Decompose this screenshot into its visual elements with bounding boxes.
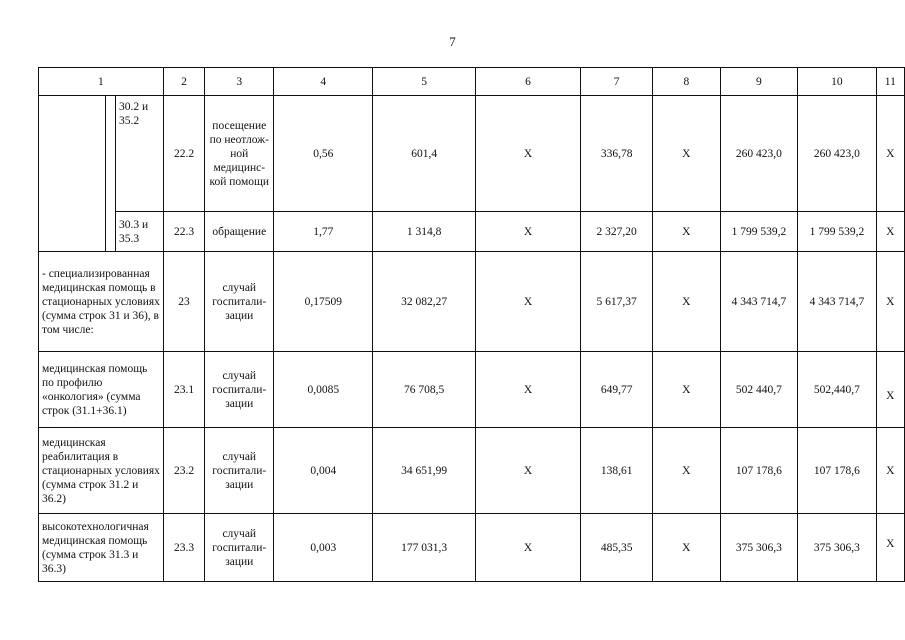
value-cell: 107 178,6 bbox=[798, 428, 877, 514]
unit-cell: случай госпитали-зации bbox=[205, 514, 274, 582]
value-cell: Х bbox=[475, 252, 580, 352]
value-cell: 502 440,7 bbox=[720, 352, 797, 428]
line-code-cell: 22.3 bbox=[163, 212, 205, 252]
header-cell: 9 bbox=[720, 68, 797, 96]
value-cell: Х bbox=[475, 212, 580, 252]
value-cell: Х bbox=[653, 252, 721, 352]
row-description: медицинская реабилитация в стационарных условиях (сумма строк 31.2 и 36.2) bbox=[39, 428, 164, 514]
value-cell: 1 314,8 bbox=[373, 212, 475, 252]
line-code-cell: 23.1 bbox=[163, 352, 205, 428]
value-cell: Х bbox=[653, 514, 721, 582]
value-cell: 375 306,3 bbox=[798, 514, 877, 582]
value-cell: 4 343 714,7 bbox=[720, 252, 797, 352]
header-cell: 6 bbox=[475, 68, 580, 96]
value-cell: 1 799 539,2 bbox=[720, 212, 797, 252]
value-cell: Х bbox=[876, 252, 904, 352]
value-cell: 0,004 bbox=[274, 428, 373, 514]
value-cell: Х bbox=[475, 352, 580, 428]
table-row bbox=[39, 352, 905, 428]
header-cell: 8 bbox=[653, 68, 721, 96]
table-row bbox=[39, 212, 905, 252]
value-cell: 649,77 bbox=[581, 352, 653, 428]
value-cell: 375 306,3 bbox=[720, 514, 797, 582]
header-cell: 10 bbox=[798, 68, 877, 96]
row-description: - специализированная медицинская помощь в стационарных условиях (сумма строк 31 и 36), в том числе: bbox=[39, 252, 164, 352]
value-cell: 2 327,20 bbox=[581, 212, 653, 252]
value-cell: Х bbox=[876, 96, 904, 212]
value-cell: 138,61 bbox=[581, 428, 653, 514]
header-row bbox=[39, 68, 905, 96]
header-cell: 3 bbox=[205, 68, 274, 96]
value-cell: Х bbox=[653, 96, 721, 212]
value-cell: 1,77 bbox=[274, 212, 373, 252]
table-row bbox=[39, 514, 905, 582]
value-cell: 1 799 539,2 bbox=[798, 212, 877, 252]
header-cell: 2 bbox=[163, 68, 205, 96]
value-cell: Х bbox=[876, 212, 904, 252]
value-cell: 336,78 bbox=[581, 96, 653, 212]
unit-cell: случай госпитали-зации bbox=[205, 428, 274, 514]
header-cell: 5 bbox=[373, 68, 475, 96]
budget-table bbox=[38, 67, 905, 582]
value-cell: Х bbox=[876, 428, 904, 514]
value-cell: 4 343 714,7 bbox=[798, 252, 877, 352]
value-cell: 5 617,37 bbox=[581, 252, 653, 352]
empty-cell bbox=[106, 96, 116, 252]
unit-cell: случай госпитали-зации bbox=[205, 252, 274, 352]
value-cell: 260 423,0 bbox=[798, 96, 877, 212]
table-row bbox=[39, 428, 905, 514]
unit-cell: обращение bbox=[205, 212, 274, 252]
value-cell: 0,003 bbox=[274, 514, 373, 582]
page-number: 7 bbox=[449, 34, 456, 49]
header-cell: 7 bbox=[581, 68, 653, 96]
value-cell: 601,4 bbox=[373, 96, 475, 212]
value-cell: 32 082,27 bbox=[373, 252, 475, 352]
value-cell: 177 031,3 bbox=[373, 514, 475, 582]
table-row bbox=[39, 252, 905, 352]
value-cell: Х bbox=[876, 514, 904, 582]
value-cell: Х bbox=[653, 352, 721, 428]
value-cell: 0,0085 bbox=[274, 352, 373, 428]
value-cell: 76 708,5 bbox=[373, 352, 475, 428]
table-row bbox=[39, 96, 905, 212]
header-cell: 1 bbox=[39, 68, 164, 96]
value-cell: Х bbox=[475, 514, 580, 582]
value-cell: 502,440,7 bbox=[798, 352, 877, 428]
value-cell: 34 651,99 bbox=[373, 428, 475, 514]
line-code-cell: 22.2 bbox=[163, 96, 205, 212]
header-cell: 11 bbox=[876, 68, 904, 96]
subcode-cell: 30.3 и 35.3 bbox=[115, 212, 163, 252]
value-cell: 0,17509 bbox=[274, 252, 373, 352]
value-cell: Х bbox=[876, 352, 904, 428]
value-cell: Х bbox=[475, 96, 580, 212]
value-cell: 260 423,0 bbox=[720, 96, 797, 212]
line-code-cell: 23.3 bbox=[163, 514, 205, 582]
value-cell: Х bbox=[653, 212, 721, 252]
value-cell: 485,35 bbox=[581, 514, 653, 582]
row-description: высокотехнологичная медицинская помощь (сумма строк 31.3 и 36.3) bbox=[39, 514, 164, 582]
empty-cell bbox=[39, 96, 106, 252]
value-cell: 107 178,6 bbox=[720, 428, 797, 514]
unit-cell: случай госпитали-зации bbox=[205, 352, 274, 428]
subcode-cell: 30.2 и 35.2 bbox=[115, 96, 163, 212]
value-cell: Х bbox=[653, 428, 721, 514]
line-code-cell: 23 bbox=[163, 252, 205, 352]
row-description: медицинская помощь по профилю «онкология» (сумма строк (31.1+36.1) bbox=[39, 352, 164, 428]
header-cell: 4 bbox=[274, 68, 373, 96]
value-cell: 0,56 bbox=[274, 96, 373, 212]
line-code-cell: 23.2 bbox=[163, 428, 205, 514]
unit-cell: посещение по неотлож-ной медицинс-кой помощи bbox=[205, 96, 274, 212]
value-cell: Х bbox=[475, 428, 580, 514]
